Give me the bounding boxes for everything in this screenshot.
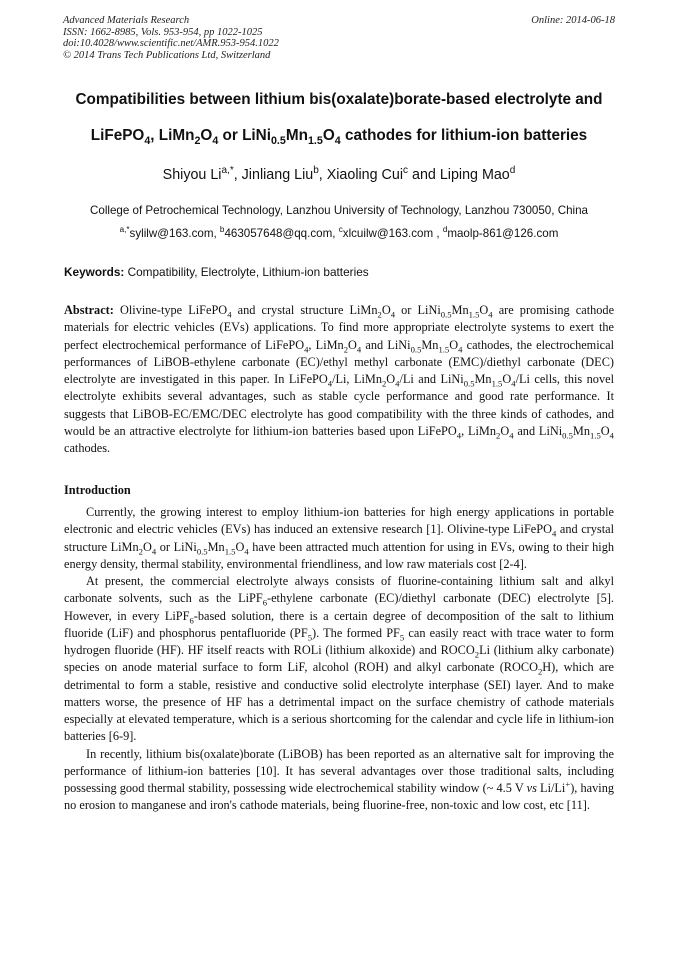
abstract: [64, 302, 614, 457]
author-list: Shiyou $Li^{a,*}$, Jinliang Liu$^b$, Xiaoling Cui$^c$ and Liping Mao$^d$: [162, 165, 516, 183]
copyright-line: © 2014 Trans Tech Publications Ltd, Switzerland: [63, 49, 271, 61]
doi-line: doi:10.4028/www.scientific.net/AMR.953-954.1022: [63, 38, 279, 49]
paper-title-line-2: LiFePO$_4$, $LiMn_2O_4$ or $LiNi_{0.5}Mn_{1.5}O_4$ cathodes for lithium-ion batteries: [90, 127, 588, 148]
online-date: Online: 2014-06-18: [531, 15, 615, 26]
abstract-text: Olivine-type LiFePO$_4$ and crystal structure $LiMn_2O_4$ or $LiNi_{0.5}Mn_{1.5}O_4$ are promising cathode materials for electric vehicles (EVs) applications. To find more appropriate electrolyte systems to exert the perfect electrochemical performance of LiFePO$_4$, $LiMn_2O_4$ and $LiNi_{0.5}Mn_{1.5}O_4$ cathodes, the electrochemical performances of LiBOB-ethylene carbonate (EC)/ethyl methyl carbonate (EMC)/diethyl carbonate (DEC) electrolyte are investigated in this paper. In LiFePO$_4$/Li, $LiMn_2O_4/Li$ and $LiNi_{0.5}Mn_{1.5}O_4/Li$ cells, this novel electrolyte exhibits several advantages, such as stable cycle performance and good rate performance. It suggests that LiBOB-EC/EMC/DEC electrolyte has good compatibility with the three kinds of cathodes, and would be an attractive electrolyte for lithium-ion batteries based upon LiFePO$_4$, $LiMn_2O_4$ and $LiNi_{0.5}Mn_{1.5}O_4$ cathodes.: [64, 303, 615, 455]
journal-name: Advanced Materials Research: [63, 15, 190, 26]
section-heading-introduction: Introduction: [64, 483, 131, 497]
intro-paragraph-2: At present, the commercial electrolyte always consists of fluorine-containing lithium salt and alkyl carbonate solvents, such as the LiPF$_6$-ethylene carbonate (EC)/diethyl carbonate (DEC) electrolyte [5]. However, in every LiPF$_6$-based solution, there is a certain degree of decomposition of the salt to lithium fluoride (LiF) and phosphorus pentafluoride $(PF_5)$. The formed $PF_5$ can easily react with trace water to form hydrogen fluoride (HF). HF itself reacts with ROLi (lithium alkoxide) and $ROCO_2Li$ (lithium alky carbonate) species on anode material surface to form LiF, alcohol (ROH) and alkyl carbonate $(ROCO_2H)$, which are detrimental to form a stable, resistive and conductive solid electrolyte interphase (SEI) layer. And to make matters worse, the presence of HF has a detrimental impact on the surface chemistry of cathode materials especially at elevated temperature, which is a serious shortcoming for the calendar and cycle life in lithium-ion batteries [6-9].: [64, 574, 615, 744]
journal-header: [63, 15, 279, 61]
paper-title-line-1: Compatibilities between lithium bis(oxalate)borate-based electrolyte and: [75, 91, 603, 108]
affiliation: College of Petrochemical Technology, Lanzhou University of Technology, Lanzhou 730050, China: [90, 204, 588, 217]
issn-line: ISSN: 1662-8985, Vols. 953-954, pp 1022-1025: [63, 26, 263, 38]
author-emails: $^{a,*}$sylilw@163.com, $^b$463057648@qq.com, $^c$xlcuilw@163.com , $^d$maolp-861@126.com: [119, 225, 559, 240]
keywords-label: Keywords:: [64, 265, 125, 279]
intro-paragraph-1: Currently, the growing interest to employ lithium-ion batteries for high energy applications in portable electronic and electric vehicles (EVs) has induced an extensive research [1]. Olivine-type LiFePO$_4$ and crystal structure $LiMn_2O_4$ or $LiNi_{0.5}Mn_{1.5}O_4$ have been attracted much attention for using in EVs, owing to their high energy density, thermal stability, environmental friendliness, and low raw materials cost [2-4].: [64, 505, 615, 571]
abstract-label: Abstract:: [64, 303, 114, 317]
keywords: [64, 265, 624, 279]
intro-paragraph-3: In recently, lithium bis(oxalate)borate (LiBOB) has been reported as an alternative salt for improving the performance of lithium-ion batteries [10]. It has several advantages over those traditional salts, including possessing good thermal stability, possessing wide electrochemical stability window (~ 4.5 V vs Li/Li+), having no erosion to manganese and iron's cathode materials, being fluorine-free, non-toxic and low cost, etc [11].: [64, 746, 614, 813]
introduction-body: [64, 504, 614, 815]
keywords-text: Compatibility, Electrolyte, Lithium-ion batteries: [127, 265, 369, 279]
